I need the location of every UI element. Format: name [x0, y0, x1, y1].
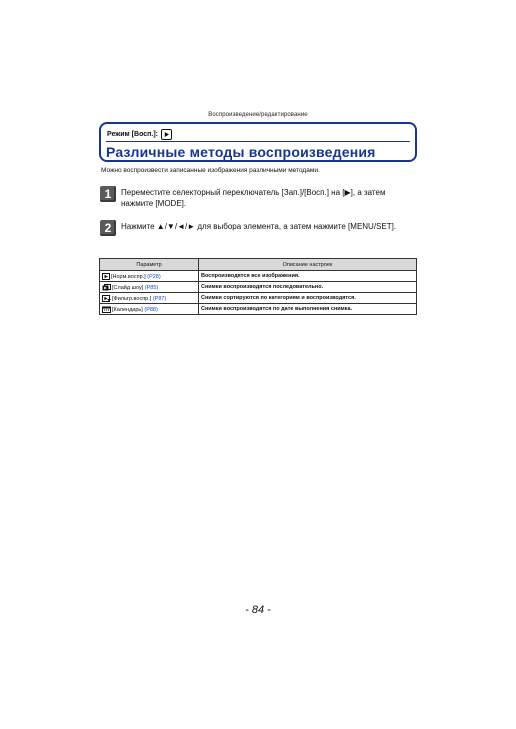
desc-cell: Воспроизводятся все изображения.	[199, 271, 417, 282]
mode-label: Режим [Восп.]:	[107, 131, 158, 138]
param-name: [Норм.воспр.]	[111, 273, 146, 280]
mode-line	[107, 129, 172, 140]
normal-play-icon	[102, 273, 110, 280]
table-row	[100, 304, 417, 315]
param-cell	[100, 271, 199, 282]
filter-play-icon	[102, 295, 111, 302]
page-ref-link[interactable]: (P85)	[144, 284, 159, 291]
step-2-badge: 2	[100, 220, 116, 236]
step-2-text: Нажмите ▲/▼/◄/► для выбора элемента, а затем нажмите [MENU/SET].	[121, 222, 397, 231]
page-ref-link[interactable]: (P88)	[144, 306, 158, 313]
page-number: - 84 -	[245, 604, 271, 616]
param-name: [Слайд шоу]	[112, 284, 144, 291]
play-mode-icon	[161, 129, 172, 140]
column-header-param: Параметр	[100, 259, 199, 271]
title-box	[99, 122, 417, 162]
desc-cell: Снимки воспроизводятся последовательно.	[199, 282, 417, 293]
slideshow-icon	[102, 284, 111, 291]
page-title: Различные методы воспроизведения	[106, 144, 376, 160]
page-ref-link[interactable]: (P87)	[152, 295, 167, 302]
section-header: Воспроизведение/редактирование	[208, 112, 308, 118]
param-name: [Календарь]	[112, 306, 143, 313]
page-ref-link[interactable]: (P28)	[147, 273, 161, 280]
step-2	[100, 220, 416, 236]
table-row	[100, 282, 417, 293]
step-1-badge: 1	[100, 186, 116, 202]
param-name: [Фильтр.воспр.]	[112, 295, 152, 302]
step-1	[100, 186, 416, 209]
param-cell	[100, 282, 199, 293]
title-divider	[106, 141, 410, 142]
table-row	[100, 271, 417, 282]
desc-cell: Снимки сортируются по категориям и воспроизводятся.	[199, 293, 417, 304]
intro-text: Можно воспроизвести записанные изображения различными методами.	[101, 167, 320, 174]
desc-cell: Снимки воспроизводятся по дате выполнения снимка.	[199, 304, 417, 315]
table-row	[100, 293, 417, 304]
param-cell	[100, 304, 199, 315]
table-header-row	[100, 259, 417, 271]
step-1-text: Переместите селекторный переключатель [Зап.]/[Восп.] на [▶], а затем нажмите [MODE].	[121, 188, 386, 208]
column-header-desc: Описание настроек	[199, 259, 417, 271]
param-cell	[100, 293, 199, 304]
settings-table	[99, 258, 417, 315]
calendar-icon	[102, 306, 111, 313]
